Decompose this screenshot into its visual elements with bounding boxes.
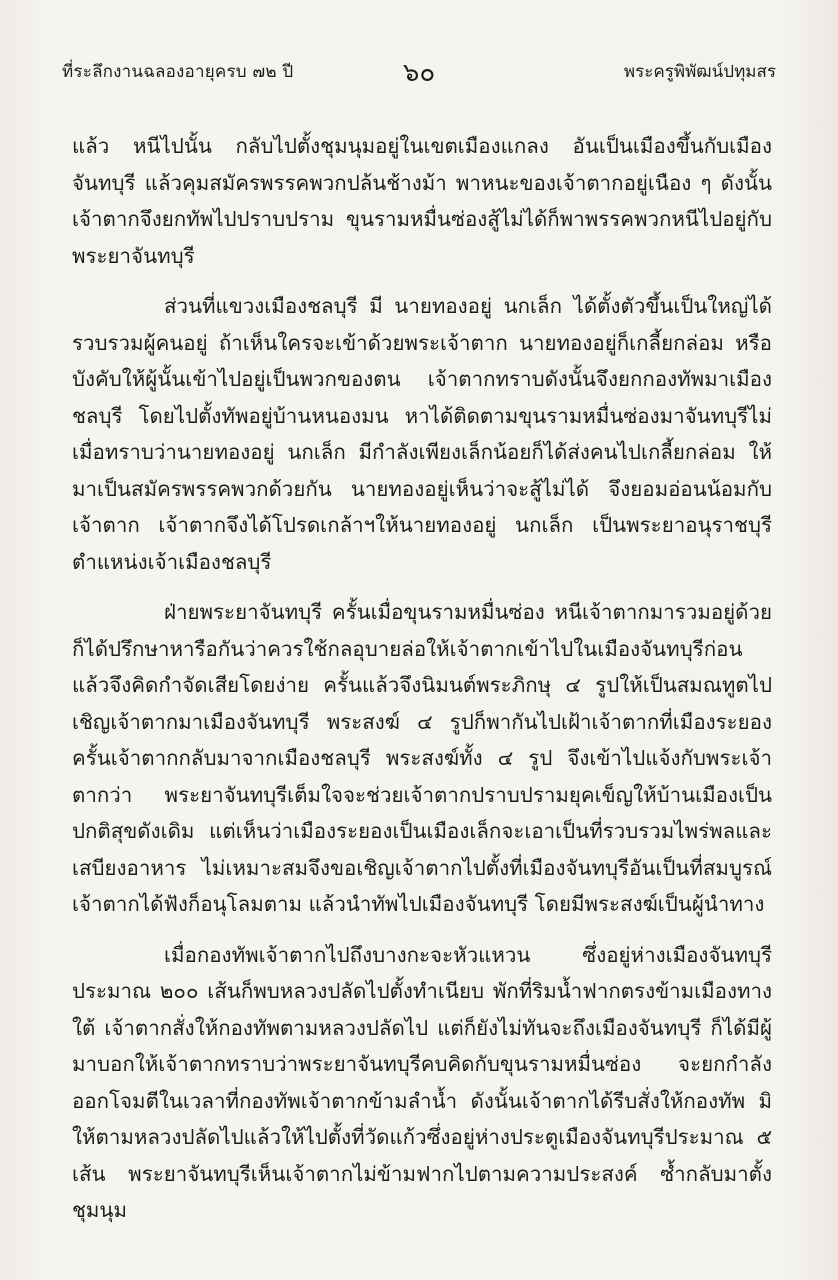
paragraph-2: ส่วนที่แขวงเมืองชลบุรี มี นายทองอยู่ นกเล็ก ได้ตั้งตัวขึ้นเป็นใหญ่ได้รวบรวมผู้คนอยู่ ถ้าเห็นใครจะเข้าด้วยพระเจ้าตาก นายทองอยู่ก็เกลี้ยกล่อม หรือบังคับให้ผู้นั้นเข้าไปอยู่เป็นพวกของตน เจ้าตากทราบดังนั้นจึงยกกองทัพมาเมืองชลบุรี โดยไปตั้งทัพอยู่บ้านหนองมน หาได้ติดตามขุนรามหมื่นซ่องมาจันทบุรีไม่ เมื่อทราบว่านายทองอยู่ นกเล็ก มีกำลังเพียงเล็กน้อยก็ได้ส่งคนไปเกลี้ยกล่อม ให้มาเป็นสมัครพรรคพวกด้วยกัน นายทองอยู่เห็นว่าจะสู้ไม่ได้ จึงยอมอ่อนน้อมกับเจ้าตาก เจ้าตากจึงได้โปรดเกล้าฯให้นายทองอยู่ นกเล็ก เป็นพระยาอนุราชบุรี ตำแหน่งเจ้าเมืองชลบุรี	[72, 294, 772, 574]
paragraph-1: แล้ว หนีไปนั้น กลับไปตั้งชุมนุมอยู่ในเขตเมืองแกลง อันเป็นเมืองขึ้นกับเมืองจันทบุรี แล้วคุมสมัครพรรคพวกปล้นช้างม้า พาหนะของเจ้าตากอยู่เนือง ๆ ดังนั้นเจ้าตากจึงยกทัพไปปราบปราม ขุนรามหมื่นซ่องสู้ไม่ได้ก็พาพรรคพวกหนีไปอยู่กับพระยาจันทบุรี	[72, 134, 772, 268]
page-header	[62, 58, 776, 88]
paragraph-3: ฝ่ายพระยาจันทบุรี ครั้นเมื่อขุนรามหมื่นซ่อง หนีเจ้าตากมารวมอยู่ด้วยก็ได้ปรึกษาหารือกันว่าควรใช้กลอุบายล่อให้เจ้าตากเข้าไปในเมืองจันทบุรีก่อน แล้วจึงคิดกำจัดเสียโดยง่าย ครั้นแล้วจึงนิมนต์พระภิกษุ ๔ รูปให้เป็นสมณทูตไปเชิญเจ้าตากมาเมืองจันทบุรี พระสงฆ์ ๔ รูปก็พากันไปเฝ้าเจ้าตากที่เมืองระยอง ครั้นเจ้าตากกลับมาจากเมืองชลบุรี พระสงฆ์ทั้ง ๔ รูป จึงเข้าไปแจ้งกับพระเจ้าตากว่า พระยาจันทบุรีเต็มใจจะช่วยเจ้าตากปราบปรามยุคเข็ญให้บ้านเมืองเป็นปกติสุขดังเดิม แต่เห็นว่าเมืองระยองเป็นเมืองเล็กจะเอาเป็นที่รวบรวมไพร่พลและเสบียงอาหาร ไม่เหมาะสมจึงขอเชิญเจ้าตากไปตั้งที่เมืองจันทบุรีอันเป็นที่สมบูรณ์ เจ้าตากได้ฟังก็อนุโลมตาม แล้วนำทัพไปเมืองจันทบุรี โดยมีพระสงฆ์เป็นผู้นำทาง	[72, 600, 772, 916]
header-author-name: พระครูพิพัฒน์ปทุมสร	[623, 62, 776, 82]
header-commemoration-title: ที่ระลึกงานฉลองอายุครบ ๗๒ ปี	[62, 62, 294, 82]
page-number: ๖๐	[402, 58, 436, 88]
paragraph-4: เมื่อกองทัพเจ้าตากไปถึงบางกะจะหัวแหวน ซึ่งอยู่ห่างเมืองจันทบุรีประมาณ ๒๐๐ เส้นก็พบหลวงปลัดไปตั้งทำเนียบ พักที่ริมน้ำฟากตรงข้ามเมืองทางใต้ เจ้าตากสั่งให้กองทัพตามหลวงปลัดไป แต่ก็ยังไม่ทันจะถึงเมืองจันทบุรี ก็ได้มีผู้มาบอกให้เจ้าตากทราบว่าพระยาจันทบุรีคบคิดกับขุนรามหมื่นซ่อง จะยกกำลังออกโจมตีในเวลาที่กองทัพเจ้าตากข้ามลำน้ำ ดังนั้นเจ้าตากได้รีบสั่งให้กองทัพ มิให้ตามหลวงปลัดไปแล้วให้ไปตั้งที่วัดแก้วซึ่งอยู่ห่างประตูเมืองจันทบุรีประมาณ ๕ เส้น พระยาจันทบุรีเห็นเจ้าตากไม่ข้ามฟากไปตามความประสงค์ ซ้ำกลับมาตั้งชุมนุม	[72, 942, 772, 1222]
body-text	[72, 128, 772, 1243]
